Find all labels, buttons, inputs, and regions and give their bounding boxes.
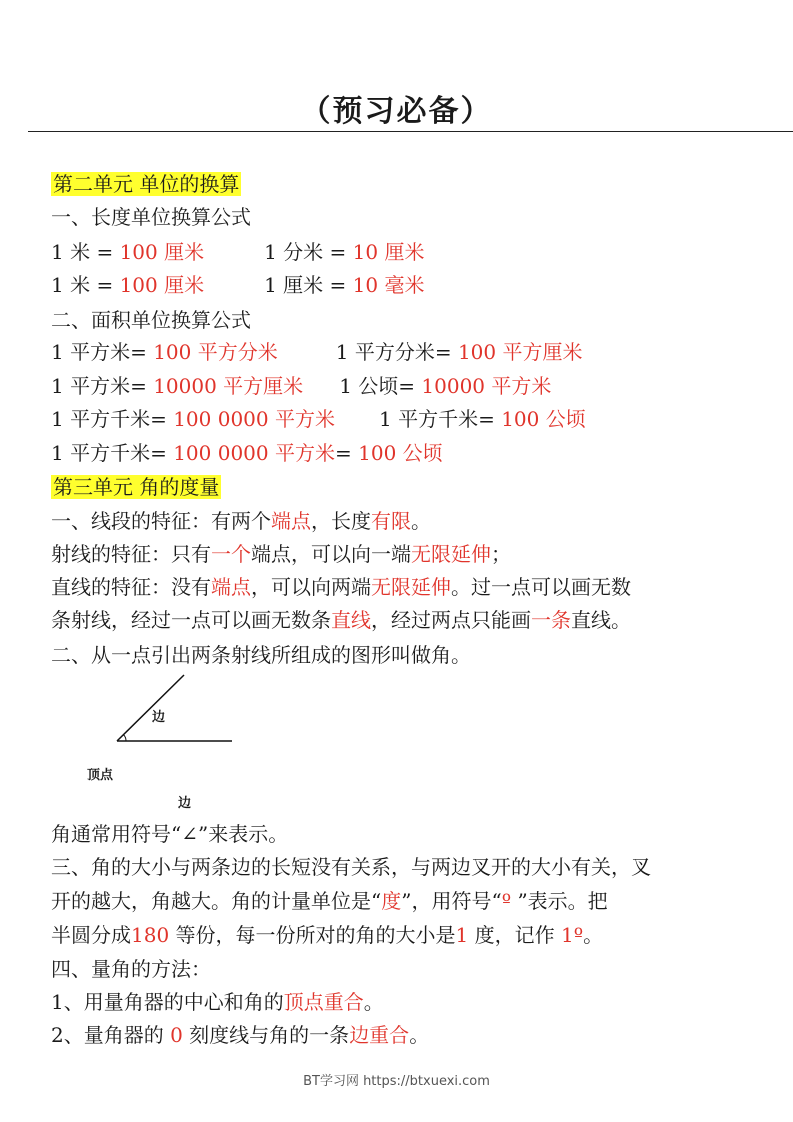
text: 。 — [411, 509, 431, 533]
angle-definition: 二、从一点引出两条射线所组成的图形叫做角。 — [51, 643, 471, 667]
text: ，可以向两端 — [251, 575, 371, 599]
side-label-top: 边 — [152, 710, 166, 725]
text: 。 — [409, 1023, 430, 1047]
text: 1 平方米= — [51, 374, 154, 398]
text-red: 10000 平方米 — [421, 374, 552, 398]
page-title: （预习必备） — [300, 94, 493, 129]
text: 1 平方千米= — [51, 441, 174, 465]
text-red: 一个 — [211, 542, 251, 566]
text-red: 100 公顷 — [501, 407, 586, 431]
text-red: 端点 — [271, 509, 311, 533]
unit2-heading-text: 第二单元 单位的换算 — [53, 172, 240, 196]
measure-step-2 — [51, 1021, 429, 1049]
angle-arc — [124, 735, 127, 741]
text: 半圆分成 — [51, 923, 131, 947]
text-red: 边重合 — [349, 1023, 410, 1047]
text-red: 100 0000 平方米 — [173, 441, 335, 465]
text-red: 10000 平方厘米 — [153, 374, 304, 398]
text: 端点，可以向一端 — [251, 542, 411, 566]
text: 1、用量角器的中心和角的 — [51, 990, 284, 1014]
text: 直线。 — [571, 608, 631, 632]
segment-line — [51, 507, 431, 535]
text: 刻度线与角的一条 — [182, 1023, 350, 1047]
text-red: 100 厘米 — [119, 240, 205, 264]
text-red: 端点 — [211, 575, 251, 599]
text: 直线的特征：没有 — [51, 575, 211, 599]
text: ，长度 — [311, 509, 371, 533]
length-title: 一、长度单位换算公式 — [51, 205, 251, 229]
area-title: 二、面积单位换算公式 — [51, 308, 251, 332]
area-row-4 — [51, 439, 443, 467]
text-red: 一条 — [531, 608, 571, 632]
area-row-1 — [51, 338, 582, 366]
text-red: 100 0000 平方米 — [173, 407, 335, 431]
angle-diagram — [60, 668, 260, 818]
angle-size-line-1: 三、角的大小与两条边的长短没有关系，与两边叉开的大小有关，叉 — [51, 855, 651, 879]
text: 等份，每一份所对的角的大小是 — [169, 923, 456, 947]
text-red: 100 厘米 — [119, 273, 205, 297]
text: 条射线，经过一点可以画无数条 — [51, 608, 331, 632]
text-red: 100 公顷 — [358, 441, 443, 465]
text-red: 100 平方厘米 — [457, 340, 583, 364]
text: 。 — [363, 990, 384, 1014]
unit3-heading — [51, 473, 221, 501]
area-row-2 — [51, 372, 551, 400]
text: ； — [491, 542, 511, 566]
text: ”，用符号“ — [401, 889, 502, 913]
straight-line-2 — [51, 606, 631, 634]
measure-step-1 — [51, 988, 384, 1016]
angle-size-line-2 — [51, 887, 608, 915]
text-red: 180 — [131, 923, 170, 947]
text-red: 度 — [381, 889, 402, 913]
text: 。 — [583, 923, 604, 947]
side-label-bottom: 边 — [178, 796, 192, 811]
text: 射线的特征：只有 — [51, 542, 211, 566]
angle-figure — [60, 668, 260, 818]
unit2-heading — [51, 170, 241, 198]
angle-side-oblique — [117, 675, 184, 741]
text: 1 平方分米= — [335, 340, 458, 364]
vertex-label: 顶点 — [87, 768, 114, 783]
text: 1 公顷= — [339, 374, 422, 398]
text: 2、量角器的 — [51, 1023, 171, 1047]
text-red: 0 — [170, 1023, 183, 1047]
text-red: 1º — [561, 923, 584, 947]
text: = — [335, 441, 359, 465]
text: 1 平方千米= — [51, 407, 174, 431]
length-row-2 — [51, 271, 424, 299]
text: 开的越大，角越大。角的计量单位是“ — [51, 889, 382, 913]
text-red: 100 平方分米 — [153, 340, 278, 364]
text-red: º — [501, 889, 512, 913]
text-red: 无限延伸 — [371, 575, 451, 599]
text-red: 1 — [455, 923, 469, 947]
text-red: 10 厘米 — [352, 240, 425, 264]
text: 1 厘米 = — [264, 273, 353, 297]
text-red: 10 毫米 — [352, 273, 425, 297]
angle-size-line-3 — [51, 921, 603, 949]
angle-symbol-line: 角通常用符号“∠”来表示。 — [51, 822, 289, 846]
text: 度，记作 — [468, 923, 561, 947]
straight-line-1 — [51, 573, 631, 601]
unit3-heading-text: 第三单元 角的度量 — [53, 475, 220, 499]
text: 1 平方米= — [51, 340, 154, 364]
text: ，经过两点只能画 — [371, 608, 531, 632]
area-row-3 — [51, 405, 586, 433]
text: ”表示。把 — [511, 889, 608, 913]
footer-watermark[interactable]: BT学习网 https://btxuexi.com — [303, 1074, 490, 1089]
text-red: 有限 — [371, 509, 411, 533]
text: 1 分米 = — [264, 240, 353, 264]
text: 。过一点可以画无数 — [451, 575, 631, 599]
text-red: 直线 — [331, 608, 371, 632]
text: 一、线段的特征：有两个 — [51, 509, 271, 533]
measure-method-title: 四、量角的方法： — [51, 957, 211, 981]
text-red: 顶点重合 — [283, 990, 364, 1014]
text: 1 米 = — [51, 273, 120, 297]
text: 1 平方千米= — [379, 407, 502, 431]
title-divider — [28, 131, 793, 132]
length-row-1 — [51, 238, 424, 266]
text: 1 米 = — [51, 240, 120, 264]
ray-line — [51, 540, 511, 568]
text-red: 无限延伸 — [411, 542, 491, 566]
